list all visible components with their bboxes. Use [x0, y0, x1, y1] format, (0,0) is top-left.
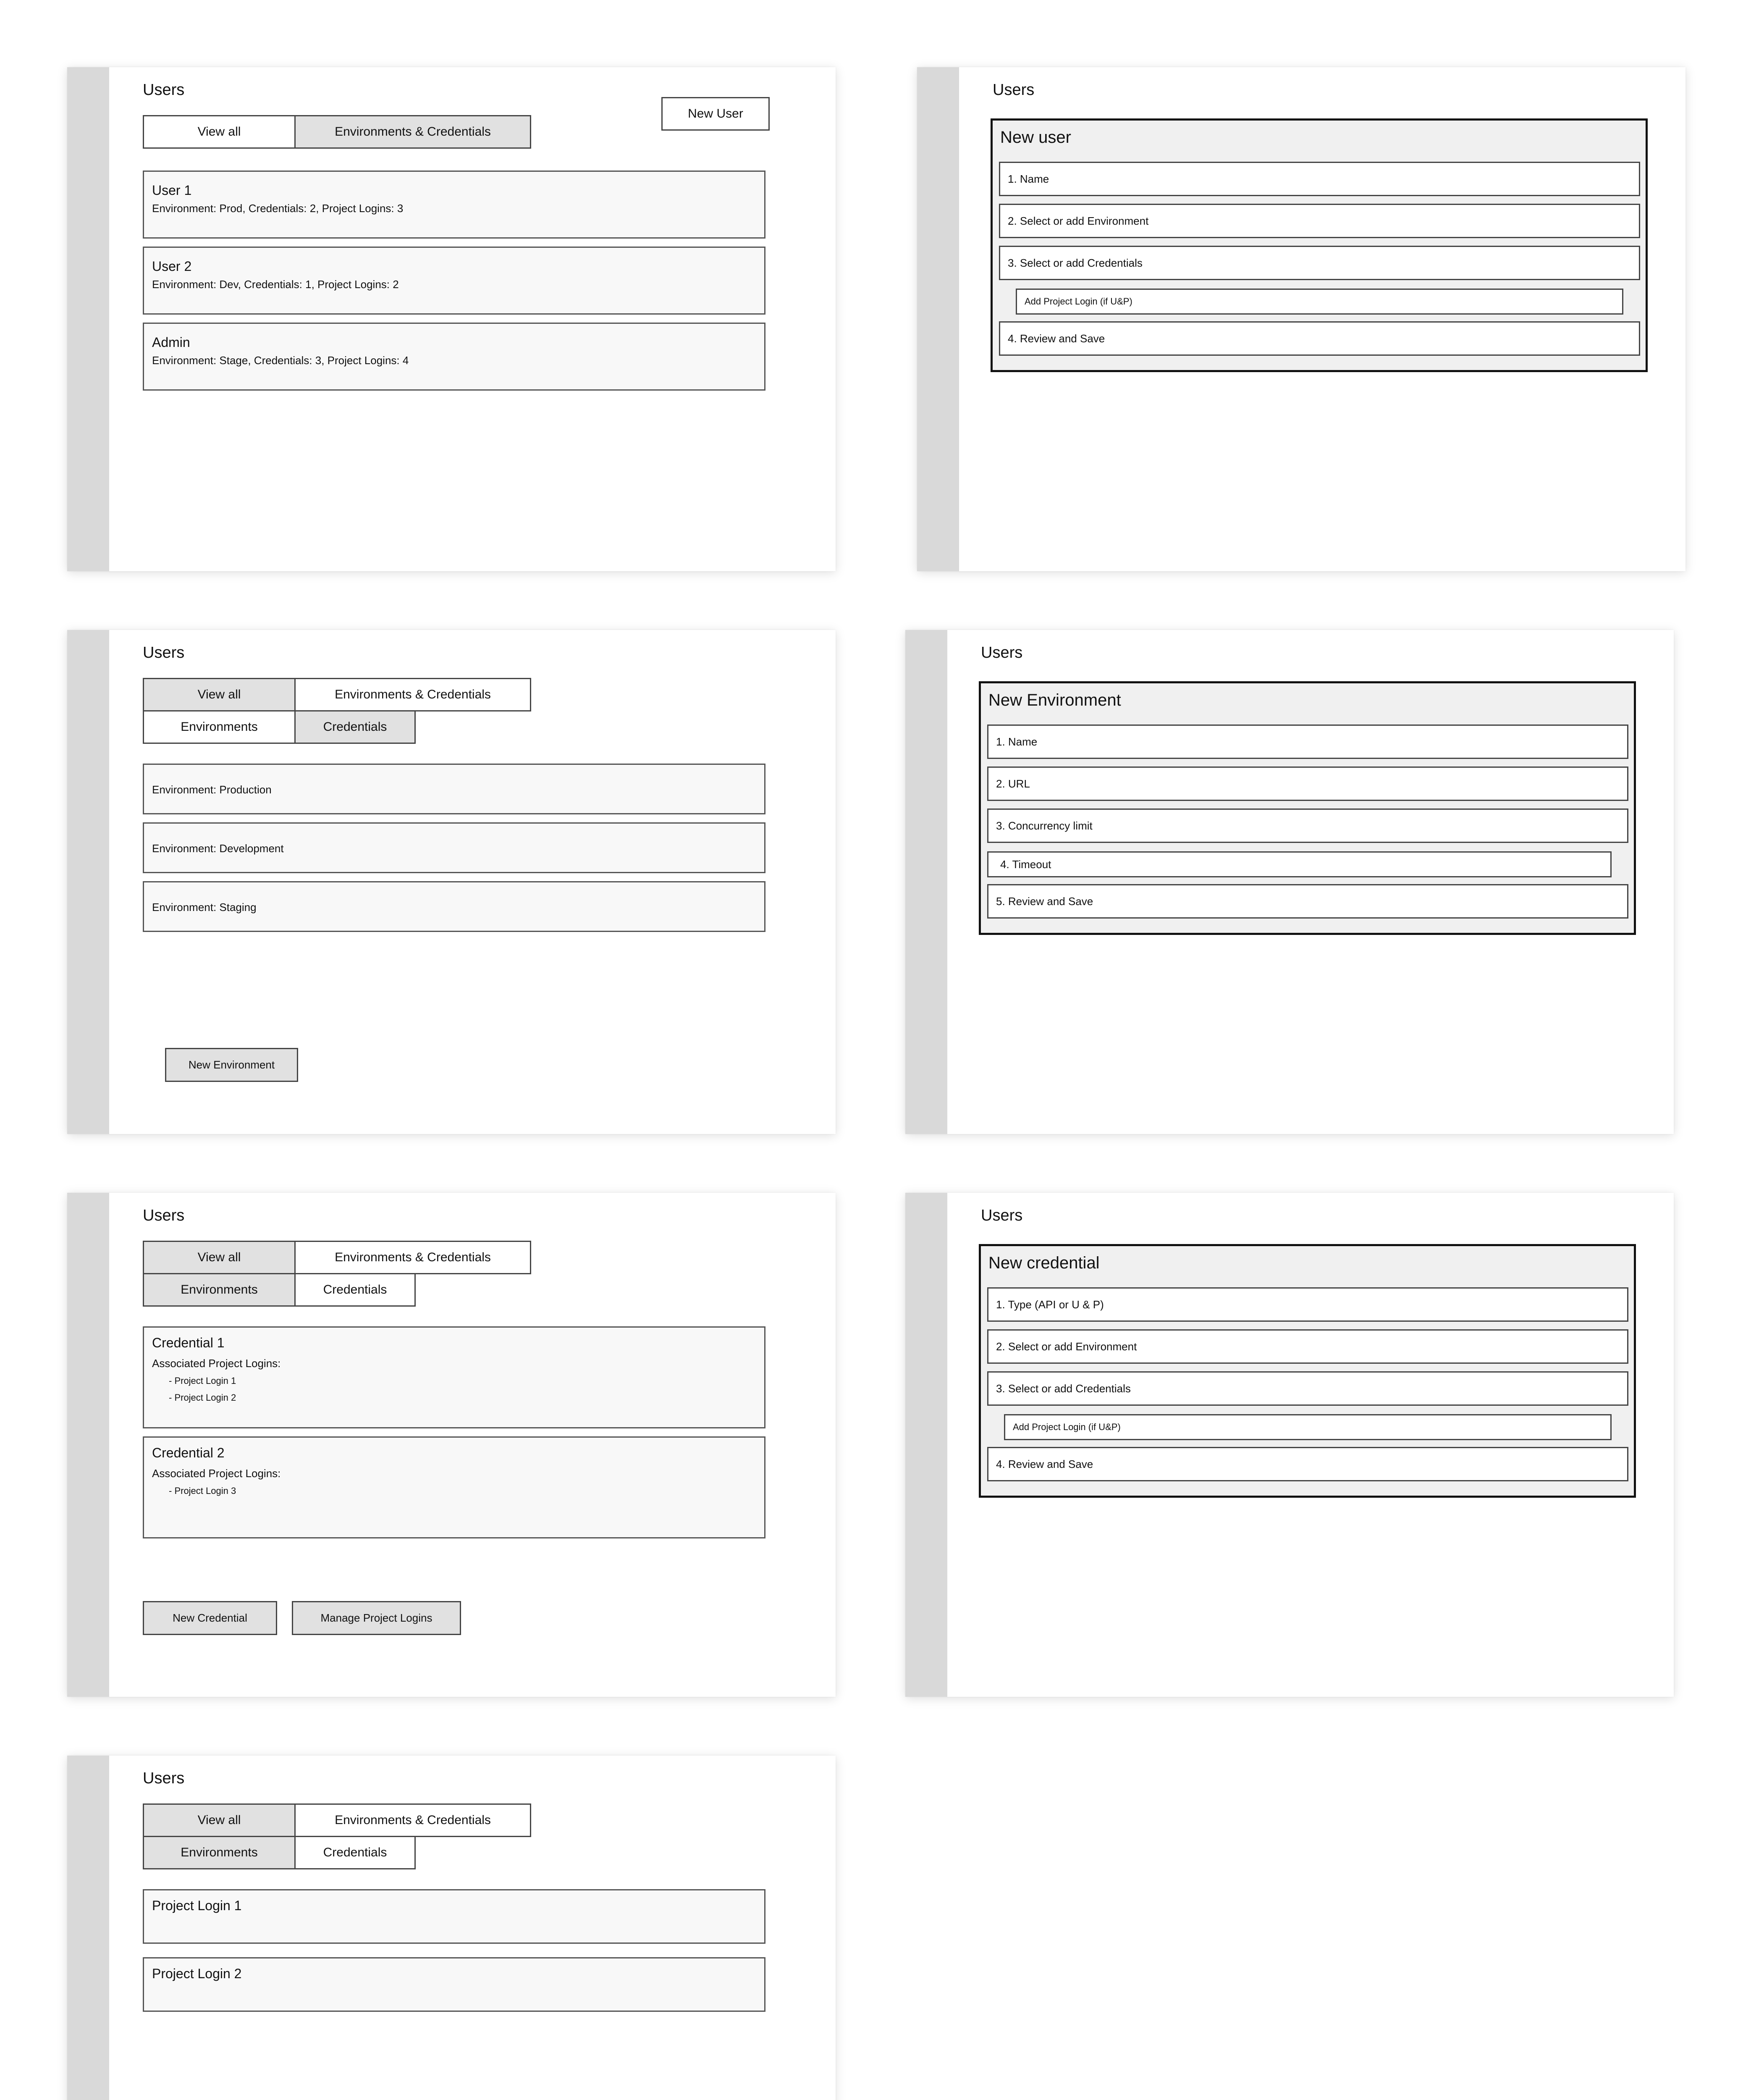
- tab-view-all[interactable]: View all: [143, 1803, 296, 1837]
- main-tabs: [143, 1241, 531, 1274]
- tab-environments[interactable]: Environments: [143, 1836, 296, 1869]
- sub-tabs: [143, 710, 416, 744]
- new-user-dialog: [991, 118, 1648, 372]
- type-step[interactable]: 1. Type (API or U & P): [987, 1287, 1628, 1322]
- associated-logins-label: Associated Project Logins:: [152, 1467, 281, 1480]
- dialog-title: New user: [1000, 128, 1071, 147]
- user-card[interactable]: [143, 171, 765, 239]
- sidebar: [67, 1193, 109, 1697]
- page-title: Users: [981, 644, 1023, 662]
- user-details: Environment: Prod, Credentials: 2, Project Logins: 3: [152, 202, 404, 215]
- tab-view-all[interactable]: View all: [143, 678, 296, 711]
- tab-credentials[interactable]: Credentials: [294, 710, 416, 744]
- user-name: User 1: [152, 183, 192, 198]
- project-login-card[interactable]: [143, 1889, 765, 1944]
- user-name: Admin: [152, 335, 190, 350]
- frame-environments: [67, 630, 836, 1134]
- tab-environments-credentials[interactable]: Environments & Credentials: [294, 115, 531, 149]
- tab-environments-credentials[interactable]: Environments & Credentials: [294, 1803, 531, 1837]
- sidebar: [905, 1193, 947, 1697]
- new-environment-button[interactable]: New Environment: [165, 1048, 298, 1082]
- project-login-name: Project Login 2: [152, 1966, 242, 1981]
- main-tabs: [143, 115, 531, 149]
- new-credential-button[interactable]: New Credential: [143, 1601, 277, 1635]
- page-title: Users: [981, 1207, 1023, 1224]
- add-project-login-step[interactable]: Add Project Login (if U&P): [1016, 289, 1623, 315]
- environment-step[interactable]: 2. Select or add Environment: [987, 1329, 1628, 1364]
- review-save-step[interactable]: 4. Review and Save: [987, 1447, 1628, 1481]
- environment-card[interactable]: [143, 881, 765, 932]
- add-project-login-step[interactable]: Add Project Login (if U&P): [1004, 1414, 1612, 1440]
- tab-view-all[interactable]: View all: [143, 115, 296, 149]
- credential-name: Credential 1: [152, 1335, 225, 1350]
- frame-users-list: [67, 67, 836, 571]
- concurrency-limit-step[interactable]: 3. Concurrency limit: [987, 808, 1628, 843]
- credential-card[interactable]: [143, 1436, 765, 1538]
- main-tabs: [143, 678, 531, 711]
- name-step[interactable]: 1. Name: [999, 162, 1640, 196]
- sidebar: [67, 1756, 109, 2100]
- frame-project-logins: [67, 1756, 836, 2100]
- sub-tabs: [143, 1836, 416, 1869]
- new-user-button[interactable]: New User: [661, 97, 770, 131]
- credentials-step[interactable]: 3. Select or add Credentials: [999, 246, 1640, 280]
- frame-credentials: [67, 1193, 836, 1697]
- environment-name: Environment: Staging: [152, 901, 257, 914]
- page-title: Users: [143, 644, 185, 662]
- frame-new-user: [917, 67, 1685, 571]
- new-environment-dialog: [979, 681, 1636, 935]
- url-step[interactable]: 2. URL: [987, 766, 1628, 801]
- user-name: User 2: [152, 259, 192, 274]
- tab-credentials[interactable]: Credentials: [294, 1273, 416, 1307]
- name-step[interactable]: 1. Name: [987, 724, 1628, 759]
- environment-card[interactable]: [143, 764, 765, 814]
- main-tabs: [143, 1803, 531, 1837]
- user-card[interactable]: [143, 323, 765, 391]
- page-title: Users: [143, 1769, 185, 1787]
- project-login-item: - Project Login 2: [169, 1392, 236, 1403]
- associated-logins-label: Associated Project Logins:: [152, 1357, 281, 1370]
- page-title: Users: [993, 81, 1035, 99]
- environment-step[interactable]: 2. Select or add Environment: [999, 204, 1640, 238]
- tab-environments[interactable]: Environments: [143, 1273, 296, 1307]
- environment-name: Environment: Production: [152, 783, 272, 796]
- project-login-card[interactable]: [143, 1957, 765, 2012]
- credential-name: Credential 2: [152, 1445, 225, 1460]
- new-credential-dialog: [979, 1244, 1636, 1498]
- timeout-step[interactable]: 4. Timeout: [987, 851, 1612, 877]
- manage-project-logins-button[interactable]: Manage Project Logins: [292, 1601, 461, 1635]
- frame-new-environment: [905, 630, 1674, 1134]
- credential-card[interactable]: [143, 1326, 765, 1428]
- tab-credentials[interactable]: Credentials: [294, 1836, 416, 1869]
- frame-new-credential: [905, 1193, 1674, 1697]
- tab-environments-credentials[interactable]: Environments & Credentials: [294, 678, 531, 711]
- project-login-name: Project Login 1: [152, 1898, 242, 1913]
- sidebar: [917, 67, 959, 571]
- sub-tabs: [143, 1273, 416, 1307]
- environment-card[interactable]: [143, 822, 765, 873]
- sidebar: [67, 630, 109, 1134]
- tab-view-all[interactable]: View all: [143, 1241, 296, 1274]
- review-save-step[interactable]: 5. Review and Save: [987, 884, 1628, 919]
- sidebar: [905, 630, 947, 1134]
- environment-name: Environment: Development: [152, 842, 284, 855]
- project-login-item: - Project Login 3: [169, 1486, 236, 1496]
- tab-environments[interactable]: Environments: [143, 710, 296, 744]
- project-login-item: - Project Login 1: [169, 1376, 236, 1386]
- dialog-title: New Environment: [988, 691, 1121, 709]
- dialog-title: New credential: [988, 1254, 1100, 1272]
- page-title: Users: [143, 1207, 185, 1224]
- review-save-step[interactable]: 4. Review and Save: [999, 321, 1640, 356]
- sidebar: [67, 67, 109, 571]
- page-title: Users: [143, 81, 185, 99]
- user-card[interactable]: [143, 247, 765, 315]
- credentials-step[interactable]: 3. Select or add Credentials: [987, 1371, 1628, 1406]
- user-details: Environment: Stage, Credentials: 3, Project Logins: 4: [152, 354, 409, 367]
- tab-environments-credentials[interactable]: Environments & Credentials: [294, 1241, 531, 1274]
- user-details: Environment: Dev, Credentials: 1, Project Logins: 2: [152, 278, 399, 291]
